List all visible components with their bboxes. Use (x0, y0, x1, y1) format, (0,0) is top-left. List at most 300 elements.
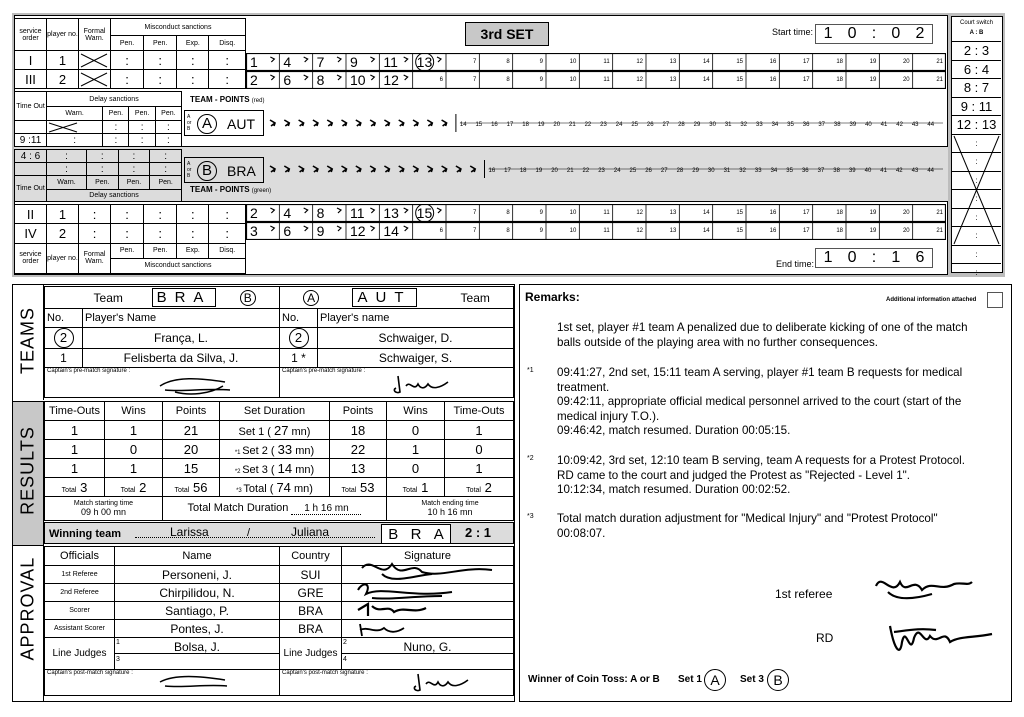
remark-line: Total match duration adjustment for "Medical Injury" and "Protest Protocol" (557, 512, 938, 525)
score-mark: 1 (250, 54, 258, 70)
serve-mark (304, 57, 308, 62)
point-slash (384, 120, 389, 126)
court-switch-column: Court switch A : B 2 : 3 6 : 4 8 : 7 9 : 11 12 : 13 : : : : : : : : (951, 16, 1003, 273)
strip-number: 17 (504, 168, 511, 174)
point-number: 17 (802, 77, 810, 83)
court-switch-cell: : (952, 189, 1001, 208)
player-no-cell: 2 (47, 70, 79, 89)
point-number: 8 (506, 77, 510, 83)
score-mark: 3 (250, 223, 258, 239)
strip-number: 43 (911, 122, 919, 128)
set-title: 3rd SET (465, 22, 549, 46)
team-a-sanctions: service order player no. Formal Warn. Misconduct sanctions Pen. Pen. Exp. Disq. I 1 : : : : III 2 : : : : (14, 18, 246, 88)
approval-table: Officials Name Country Signature 1st Referee Personeni, J. SUI 2nd Referee Chirpilidou, N. GRE Scorer Santiago, P. BRA Assistant Scorer Pontes, J. BRA Line Judges 1 Bolsa, J. 3 Line Judges 2 Nuno, G. 4 Captain's post-match signature : Captain's post-match signature : (44, 546, 514, 701)
strip-number: 30 (709, 122, 716, 128)
pen-header: Pen. (111, 36, 144, 51)
score-mark: 10 (350, 72, 366, 88)
point-slash (442, 166, 447, 172)
team-b-timeout: 4 : 6 (15, 150, 47, 163)
point-slash (356, 120, 361, 126)
formal-warn-crossed (79, 70, 111, 89)
point-slash (327, 166, 332, 172)
winner-score: 2 : 1 (465, 525, 492, 540)
captain-post-signature-left (155, 672, 235, 694)
strip-number: 24 (613, 168, 621, 174)
point-number: 10 (569, 228, 577, 234)
exp-header: Exp. (177, 36, 209, 51)
point-slash (456, 166, 461, 172)
team-a-timeout-delay: Time Out Delay sanctions Warn. Pen. Pen. Pen. : : : 9 :11 : : : : (14, 91, 182, 146)
point-number: 11 (603, 210, 610, 216)
serve-mark (337, 226, 341, 231)
court-switch-cell: 8 : 7 (952, 78, 1001, 97)
player-no-cell: 1 (47, 51, 79, 70)
point-number: 13 (669, 77, 677, 83)
score-mark: 13 (416, 54, 433, 70)
score-mark: 2 (250, 72, 258, 88)
score-mark: 2 (250, 205, 258, 221)
strip-number: 36 (802, 122, 810, 128)
strip-number: 16 (491, 122, 498, 128)
point-slash (313, 120, 318, 126)
point-slash (270, 120, 275, 126)
team-b-score-rows (246, 204, 946, 240)
strip-number: 43 (911, 168, 919, 174)
team-a-timeout: 9 :11 (15, 134, 47, 147)
point-number: 21 (936, 210, 943, 216)
serve-mark (404, 208, 408, 213)
strip-number: 19 (537, 122, 545, 128)
strip-number: 33 (754, 168, 762, 174)
additional-info-checkbox[interactable] (987, 292, 1003, 308)
point-number: 9 (539, 210, 543, 216)
point-slash (413, 120, 418, 126)
score-mark: 11 (383, 54, 398, 70)
team-a-score-rows (246, 53, 946, 89)
score-mark: 15 (416, 205, 433, 221)
point-slash (399, 166, 404, 172)
teams-table: Team BRA B A AUT Team No. Player's Name No. Player's name 2 França, L. 2 Schwaiger, D. 1 Felisberta da Silva, J. 1 * Schwaiger, S. Captain's pre-match signature : Captain's pre-match signature : (44, 286, 514, 399)
score-mark: 12 (350, 223, 366, 239)
point-number: 17 (802, 59, 810, 65)
point-number: 18 (836, 59, 843, 65)
strip-number: 21 (568, 122, 576, 128)
remark-line: 1st set, player #1 team A penalized due to deliberate kicking of one of the match (557, 321, 968, 334)
team-b-point-strip (268, 158, 948, 180)
strip-number: 44 (927, 122, 935, 128)
service-order-cell: I (15, 51, 47, 70)
remark-line: treatment. (557, 380, 610, 394)
point-slash (427, 120, 432, 126)
team-points-label-b: TEAM - POINTS (green) (190, 185, 272, 194)
time-out-header: Time Out (15, 176, 47, 202)
scorer-signature (354, 600, 434, 620)
point-number: 15 (736, 228, 743, 234)
score-mark: 4 (283, 205, 292, 221)
point-number: 21 (936, 77, 943, 83)
strip-number: 21 (566, 168, 574, 174)
point-number: 13 (669, 210, 677, 216)
score-mark: 8 (316, 205, 325, 221)
strip-number: 20 (551, 168, 558, 174)
score-mark: 4 (283, 54, 292, 70)
remark-line: 09:46:42, match resumed. Duration 00:05:15. (557, 424, 791, 438)
strip-number: 26 (646, 122, 654, 128)
set1-label: Set 1 (678, 674, 702, 685)
point-number: 15 (736, 77, 743, 83)
remark-marker: *1 (527, 367, 534, 374)
strip-number: 32 (740, 122, 748, 128)
point-slash (313, 166, 318, 172)
serve-mark (304, 75, 308, 80)
warn-crossed (47, 121, 103, 134)
serve-mark (304, 208, 308, 213)
court-switch-cell: : (952, 245, 1001, 264)
remark-line: 00:08:07. (557, 526, 606, 540)
score-mark: 11 (350, 205, 365, 221)
captain-signature-right (390, 370, 460, 396)
disq-header: Disq. (209, 36, 246, 51)
team-left-header: Team BRA B (45, 287, 280, 309)
point-number: 18 (836, 210, 843, 216)
team-b-sanctions: II 1 : : : : : IV 2 : : : : : service order player no. Formal Warn. Pen. Pen. Exp. Disq. Misconduct sanctions (14, 204, 246, 274)
strip-number: 39 (849, 122, 857, 128)
delay-header: Delay sanctions (47, 190, 182, 202)
strip-number: 38 (833, 122, 841, 128)
player-name: Schwaiger, D. (318, 328, 514, 349)
point-number: 18 (836, 228, 843, 234)
strip-number: 40 (865, 122, 872, 128)
point-slash (327, 120, 332, 126)
strip-number: 44 (927, 168, 935, 174)
remark-marker: *2 (527, 455, 534, 462)
court-switch-cell: 6 : 4 (952, 60, 1001, 79)
serve-mark (270, 226, 274, 231)
strip-number: 27 (662, 122, 670, 128)
point-number: 7 (472, 228, 477, 234)
court-switch-cell: : (952, 226, 1001, 245)
point-slash (399, 120, 404, 126)
strip-number: 28 (678, 122, 685, 128)
serve-mark (337, 57, 341, 62)
start-time-label: Start time: (772, 27, 814, 37)
point-number: 14 (702, 59, 710, 65)
serve-mark (270, 75, 274, 80)
formal-warn-header: Formal Warn. (79, 19, 111, 51)
point-number: 8 (506, 228, 510, 234)
set1-coin-winner: A (704, 669, 726, 691)
strip-number: 19 (535, 168, 543, 174)
strip-number: 28 (676, 168, 684, 174)
court-switch-cell: : (952, 152, 1001, 171)
point-slash (299, 120, 304, 126)
results-section-label: RESULTS (17, 426, 38, 515)
point-number: 16 (769, 228, 777, 234)
point-number: 7 (472, 59, 477, 65)
serve-mark (370, 208, 374, 213)
point-number: 16 (769, 77, 777, 83)
delay-header: Delay sanctions (47, 92, 182, 107)
service-order-header: service order (15, 19, 47, 51)
court-switch-cell: : (952, 263, 1001, 282)
player-no-header: player no. (47, 19, 79, 51)
point-slash (370, 166, 375, 172)
serve-mark (370, 226, 374, 231)
point-number: 12 (636, 77, 643, 83)
strip-number: 14 (459, 122, 467, 128)
strip-number: 37 (817, 168, 825, 174)
player-name: Felisberta da Silva, J. (83, 349, 280, 368)
strip-number: 24 (615, 122, 623, 128)
captain-post-signature-right (410, 670, 480, 694)
strip-number: 31 (724, 122, 732, 128)
serve-mark (270, 57, 274, 62)
strip-number: 42 (896, 122, 903, 128)
serve-mark (304, 226, 308, 231)
team-b-letter: B (197, 161, 217, 181)
point-slash (299, 166, 304, 172)
strip-number: 33 (755, 122, 763, 128)
point-number: 19 (869, 59, 877, 65)
point-number: 18 (836, 77, 843, 83)
serve-mark (404, 57, 408, 62)
point-slash (270, 166, 275, 172)
remark-line: 10:09:42, 3rd set, 12:10 team B serving, team A requests for a Protest Protocol. (557, 454, 965, 467)
first-referee-signature (868, 572, 978, 608)
score-mark: 6 (283, 223, 292, 239)
serve-mark (404, 226, 408, 231)
court-switch-cross (952, 134, 1001, 249)
point-number: 14 (702, 210, 710, 216)
strip-number: 42 (895, 168, 903, 174)
serve-mark (270, 208, 274, 213)
point-slash (384, 166, 389, 172)
point-number: 9 (539, 228, 543, 234)
team-b-code: BRA (227, 163, 256, 179)
serve-mark (337, 208, 341, 213)
point-slash (427, 166, 432, 172)
end-time-value: 1 0 : 1 6 (815, 248, 933, 268)
point-slash (370, 120, 375, 126)
point-slash (470, 166, 475, 172)
strip-number: 37 (818, 122, 826, 128)
court-switch-cell: : (952, 208, 1001, 227)
player-name: França, L. (83, 328, 280, 349)
rd-signature (880, 618, 1000, 666)
results-table: Time-Outs Wins Points Set Duration Points Wins Time-Outs 1 1 21 Set 1 ( 27 mn) 18 0 1 1 0 20 *1 Set 2 ( 33 mn) 22 1 0 1 1 15 *2 Set 3 ( 14 mn) 13 0 1 Total 3 Total 2 Total 56 *3 Total ( 74 mn) Total 53 Total 1 Total 2 Match starting time 09 h 00 mn Total Match Duration 1 h 16 mn Match ending time 10 h 16 mn (44, 401, 514, 544)
rd-label: RD (816, 631, 834, 645)
score-mark: 14 (383, 223, 399, 239)
point-number: 20 (902, 228, 910, 234)
point-number: 11 (603, 59, 610, 65)
formal-warn-crossed (79, 51, 111, 70)
point-number: 12 (636, 228, 643, 234)
strip-number: 17 (506, 122, 514, 128)
strip-number: 31 (723, 168, 731, 174)
point-number: 12 (636, 210, 643, 216)
strip-number: 23 (600, 122, 607, 128)
court-switch-cell: : (952, 171, 1001, 190)
point-slash (356, 166, 361, 172)
strip-number: 23 (598, 168, 605, 174)
point-number: 17 (802, 228, 810, 234)
score-mark: 6 (283, 72, 292, 88)
remark-line: RD came to the court and judged the Protest as "Rejected - Level 1". (557, 468, 911, 482)
strip-number: 32 (739, 168, 746, 174)
score-mark: 13 (383, 205, 399, 221)
point-number: 20 (902, 59, 910, 65)
point-number: 7 (472, 77, 477, 83)
serve-mark (437, 57, 441, 62)
point-number: 15 (736, 210, 743, 216)
strip-number: 35 (787, 122, 794, 128)
point-slash (442, 120, 447, 126)
remark-line: balls outside of the playing area with no further consequences. (557, 335, 878, 349)
court-switch-cell: 2 : 3 (952, 41, 1001, 60)
point-number: 13 (669, 228, 677, 234)
time-out-header: Time Out (15, 92, 47, 121)
strip-number: 22 (582, 168, 590, 174)
end-time-label: End time: (776, 259, 815, 269)
set3-coin-winner: B (767, 669, 789, 691)
strip-number: 39 (848, 168, 856, 174)
point-number: 6 (439, 228, 443, 234)
team-right-header: A AUT Team (280, 287, 514, 309)
player-name: Schwaiger, S. (318, 349, 514, 368)
point-number: 13 (669, 59, 677, 65)
teams-section-label: TEAMS (17, 307, 38, 375)
remark-line: 09:42:11, appropriate official medical personnel arrived to the court (start of the (557, 395, 962, 409)
point-number: 6 (439, 77, 443, 83)
score-mark: 7 (316, 54, 325, 70)
point-number: 19 (869, 228, 877, 234)
captain-signature-left (155, 372, 235, 396)
coin-toss-label: Winner of Coin Toss: A or B (528, 674, 660, 685)
point-number: 14 (702, 77, 710, 83)
point-number: 10 (569, 59, 577, 65)
referee-2-signature (352, 580, 462, 602)
point-number: 12 (636, 59, 643, 65)
strip-number: 35 (786, 168, 793, 174)
strip-number: 41 (880, 122, 888, 128)
service-order-cell: III (15, 70, 47, 89)
strip-number: 16 (488, 168, 496, 174)
serve-mark (370, 57, 374, 62)
strip-number: 27 (660, 168, 668, 174)
strip-number: 18 (519, 168, 527, 174)
strip-number: 15 (475, 122, 483, 128)
team-points-label-a: TEAM - POINTS (red) (190, 95, 265, 104)
winning-team-row: Winning team Larissa / Juliana B R A 2 : 1 (44, 522, 514, 544)
strip-number: 41 (880, 168, 887, 174)
warn-header: Warn. (47, 107, 103, 121)
remarks-title: Remarks: (525, 290, 580, 304)
team-a-point-strip (268, 112, 948, 134)
point-number: 17 (802, 210, 810, 216)
strip-number: 22 (584, 122, 592, 128)
point-number: 19 (869, 77, 877, 83)
serve-mark (370, 75, 374, 80)
misconduct-header: Misconduct sanctions (111, 19, 246, 36)
strip-number: 36 (801, 168, 809, 174)
point-number: 15 (736, 59, 743, 65)
set3-label: Set 3 (740, 674, 764, 685)
team-a-letter: A (197, 114, 217, 134)
point-number: 16 (769, 59, 777, 65)
strip-number: 26 (645, 168, 652, 174)
point-number: 16 (769, 210, 777, 216)
pen-header: Pen. (155, 107, 181, 121)
pen-header: Pen. (103, 107, 129, 121)
point-slash (284, 120, 289, 126)
score-mark: 9 (350, 54, 358, 70)
serve-mark (437, 208, 441, 213)
point-number: 7 (472, 210, 477, 216)
point-number: 8 (506, 210, 510, 216)
first-referee-label: 1st referee (775, 587, 833, 601)
score-mark: 9 (316, 223, 325, 239)
strip-number: 25 (631, 122, 639, 128)
point-slash (342, 166, 347, 172)
point-number: 14 (702, 228, 710, 234)
point-number: 8 (506, 59, 510, 65)
remark-line: 09:41:27, 2nd set, 15:11 team A serving, player #1 team B requests for medical (557, 366, 963, 379)
service-order-cell: II (15, 205, 47, 224)
point-number: 10 (569, 77, 577, 83)
point-slash (413, 166, 418, 172)
point-number: 10 (569, 210, 577, 216)
strip-number: 29 (692, 168, 699, 174)
court-switch-cell: 9 : 11 (952, 97, 1001, 116)
additional-info-label: Additional information attached (886, 297, 977, 303)
strip-number: 25 (629, 168, 637, 174)
pen-header: Pen. (129, 107, 155, 121)
point-number: 9 (539, 77, 543, 83)
serve-mark (404, 75, 408, 80)
start-time-value: 1 0 : 0 2 (815, 24, 933, 44)
team-b-box: A or B B BRA (184, 157, 264, 183)
point-number: 20 (902, 77, 910, 83)
strip-number: 20 (553, 122, 561, 128)
pen-header-2: Pen. (144, 36, 177, 51)
remark-line: medical injury T.O.). (557, 409, 660, 423)
point-slash (342, 120, 347, 126)
point-number: 20 (902, 210, 910, 216)
player-no-cell: 2 (47, 224, 79, 243)
strip-number: 30 (707, 168, 715, 174)
score-mark: 8 (316, 72, 325, 88)
strip-number: 18 (522, 122, 529, 128)
point-number: 19 (869, 210, 877, 216)
serve-mark (337, 75, 341, 80)
strip-number: 34 (771, 122, 779, 128)
service-order-cell: IV (15, 224, 47, 243)
team-a-box: A or B A AUT (184, 110, 264, 136)
team-a-code: AUT (227, 116, 255, 132)
point-number: 11 (603, 77, 610, 83)
point-number: 9 (539, 59, 543, 65)
strip-number: 29 (693, 122, 701, 128)
point-slash (284, 166, 289, 172)
point-number: 21 (936, 228, 943, 234)
player-no-cell: 1 (47, 205, 79, 224)
strip-number: 40 (864, 168, 872, 174)
score-mark: 12 (383, 72, 399, 88)
remark-line: 10:12:34, match resumed. Duration 00:02:52. (557, 483, 791, 497)
remark-marker: *3 (527, 513, 534, 520)
court-switch-cell: 12 : 13 (952, 115, 1001, 134)
point-number: 21 (936, 59, 943, 65)
